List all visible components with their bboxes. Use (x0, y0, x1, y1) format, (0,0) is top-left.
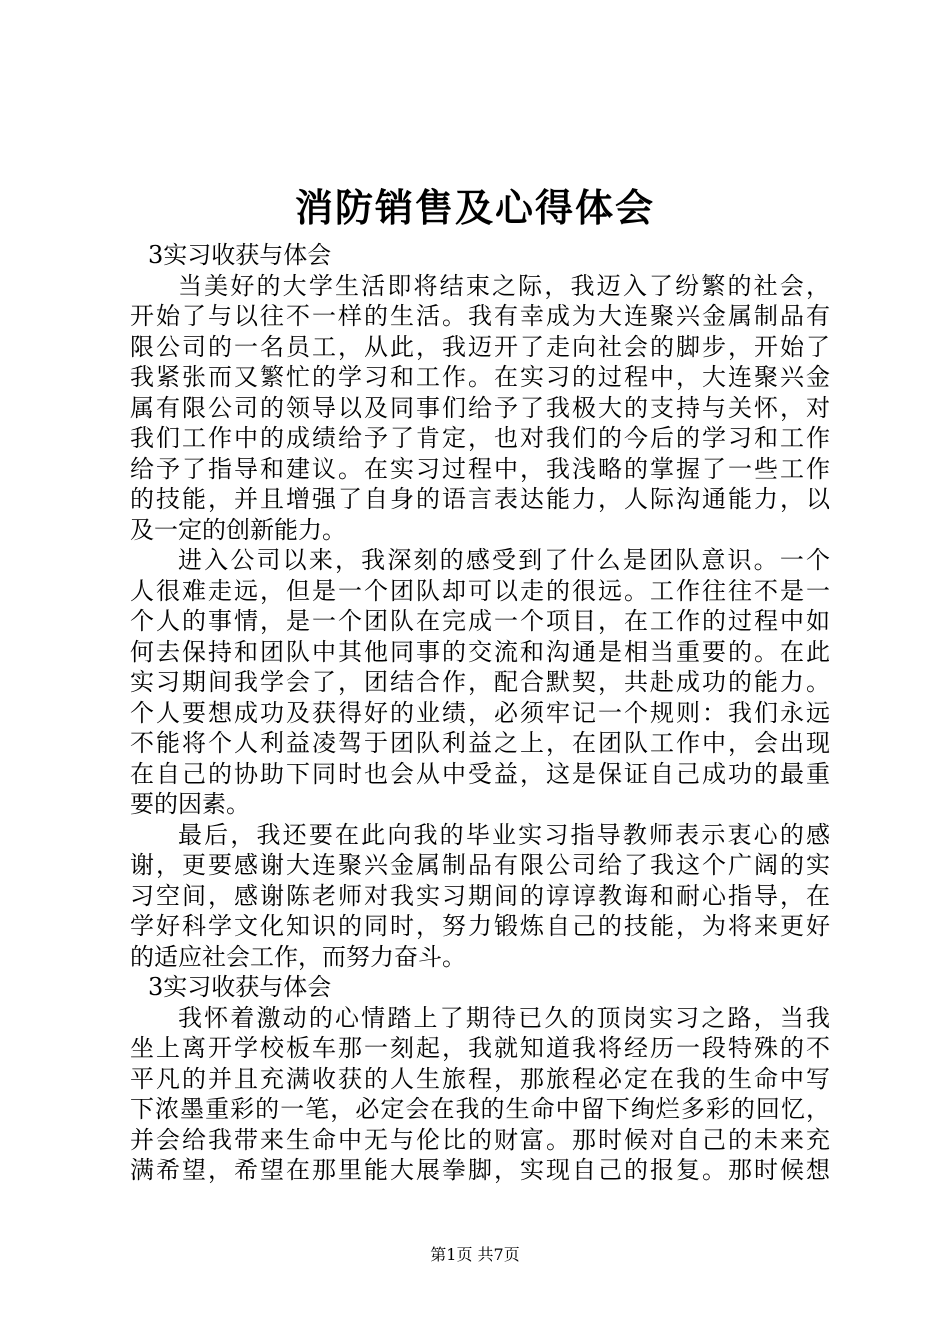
text-line: 的适应社会工作，而努力奋斗。 (130, 942, 466, 971)
section-heading: 3实习收获与体会 (148, 973, 332, 1001)
text-line: 满希望，希望在那里能大展拳脚，实现自己的报复。那时候想 (130, 1156, 830, 1184)
text-line: 习空间，感谢陈老师对我实习期间的谆谆教诲和耐心指导，在 (130, 881, 830, 910)
text-line: 我们工作中的成绩给予了肯定，也对我们的今后的学习和工作 (130, 424, 830, 452)
text-line: 人很难走远，但是一个团队却可以走的很远。工作往往不是一 (130, 576, 830, 605)
text-line: 何去保持和团队中其他同事的交流和沟通是相当重要的。在此 (130, 637, 830, 666)
text-line: 不能将个人利益凌驾于团队利益之上，在团队工作中，会出现 (130, 729, 830, 757)
text-line: 当美好的大学生活即将结束之际，我迈入了纷繁的社会， (178, 271, 830, 300)
text-line: 开始了与以往不一样的生活。我有幸成为大连聚兴金属制品有 (130, 302, 830, 330)
document-body (130, 240, 830, 1186)
text-line: 给予了指导和建议。在实习过程中，我浅略的掌握了一些工作 (130, 454, 830, 483)
text-line: 实习期间我学会了，团结合作，配合默契，共赴成功的能力。 (130, 668, 830, 696)
text-line: 我怀着激动的心情踏上了期待已久的顶岗实习之路，当我 (178, 1003, 830, 1032)
page-footer: 第1页 共7页 (430, 1245, 520, 1264)
text-line: 谢，更要感谢大连聚兴金属制品有限公司给了我这个广阔的实 (130, 851, 830, 879)
text-line: 下浓墨重彩的一笔，必定会在我的生命中留下绚烂多彩的回忆， (130, 1095, 830, 1123)
text-line: 及一定的创新能力。 (130, 515, 346, 544)
text-line: 最后，我还要在此向我的毕业实习指导教师表示衷心的感 (178, 820, 830, 849)
page-title: 消防销售及心得体会 (294, 185, 655, 230)
section-heading: 3实习收获与体会 (148, 241, 332, 269)
text-line: 并会给我带来生命中无与伦比的财富。那时候对自己的未来充 (130, 1125, 830, 1154)
text-line: 限公司的一名员工，从此，我迈开了走向社会的脚步，开始了 (130, 332, 830, 361)
text-line: 坐上离开学校板车那一刻起，我就知道我将经历一段特殊的不 (130, 1034, 830, 1062)
text-line: 平凡的并且充满收获的人生旅程，那旅程必定在我的生命中写 (130, 1064, 830, 1093)
text-line: 进入公司以来，我深刻的感受到了什么是团队意识。一个 (178, 546, 830, 574)
text-line: 在自己的协助下同时也会从中受益，这是保证自己成功的最重 (130, 759, 830, 788)
text-line: 属有限公司的领导以及同事们给予了我极大的支持与关怀，对 (130, 393, 830, 422)
text-line: 的技能，并且增强了自身的语言表达能力，人际沟通能力，以 (130, 485, 830, 513)
text-line: 要的因素。 (130, 790, 250, 818)
text-line: 我紧张而又繁忙的学习和工作。在实习的过程中，大连聚兴金 (130, 363, 830, 391)
text-line: 个人要想成功及获得好的业绩，必须牢记一个规则：我们永远 (130, 698, 830, 727)
text-line: 个人的事情，是一个团队在完成一个项目，在工作的过程中如 (130, 607, 830, 635)
text-line: 学好科学文化知识的同时，努力锻炼自己的技能，为将来更好 (130, 912, 830, 940)
